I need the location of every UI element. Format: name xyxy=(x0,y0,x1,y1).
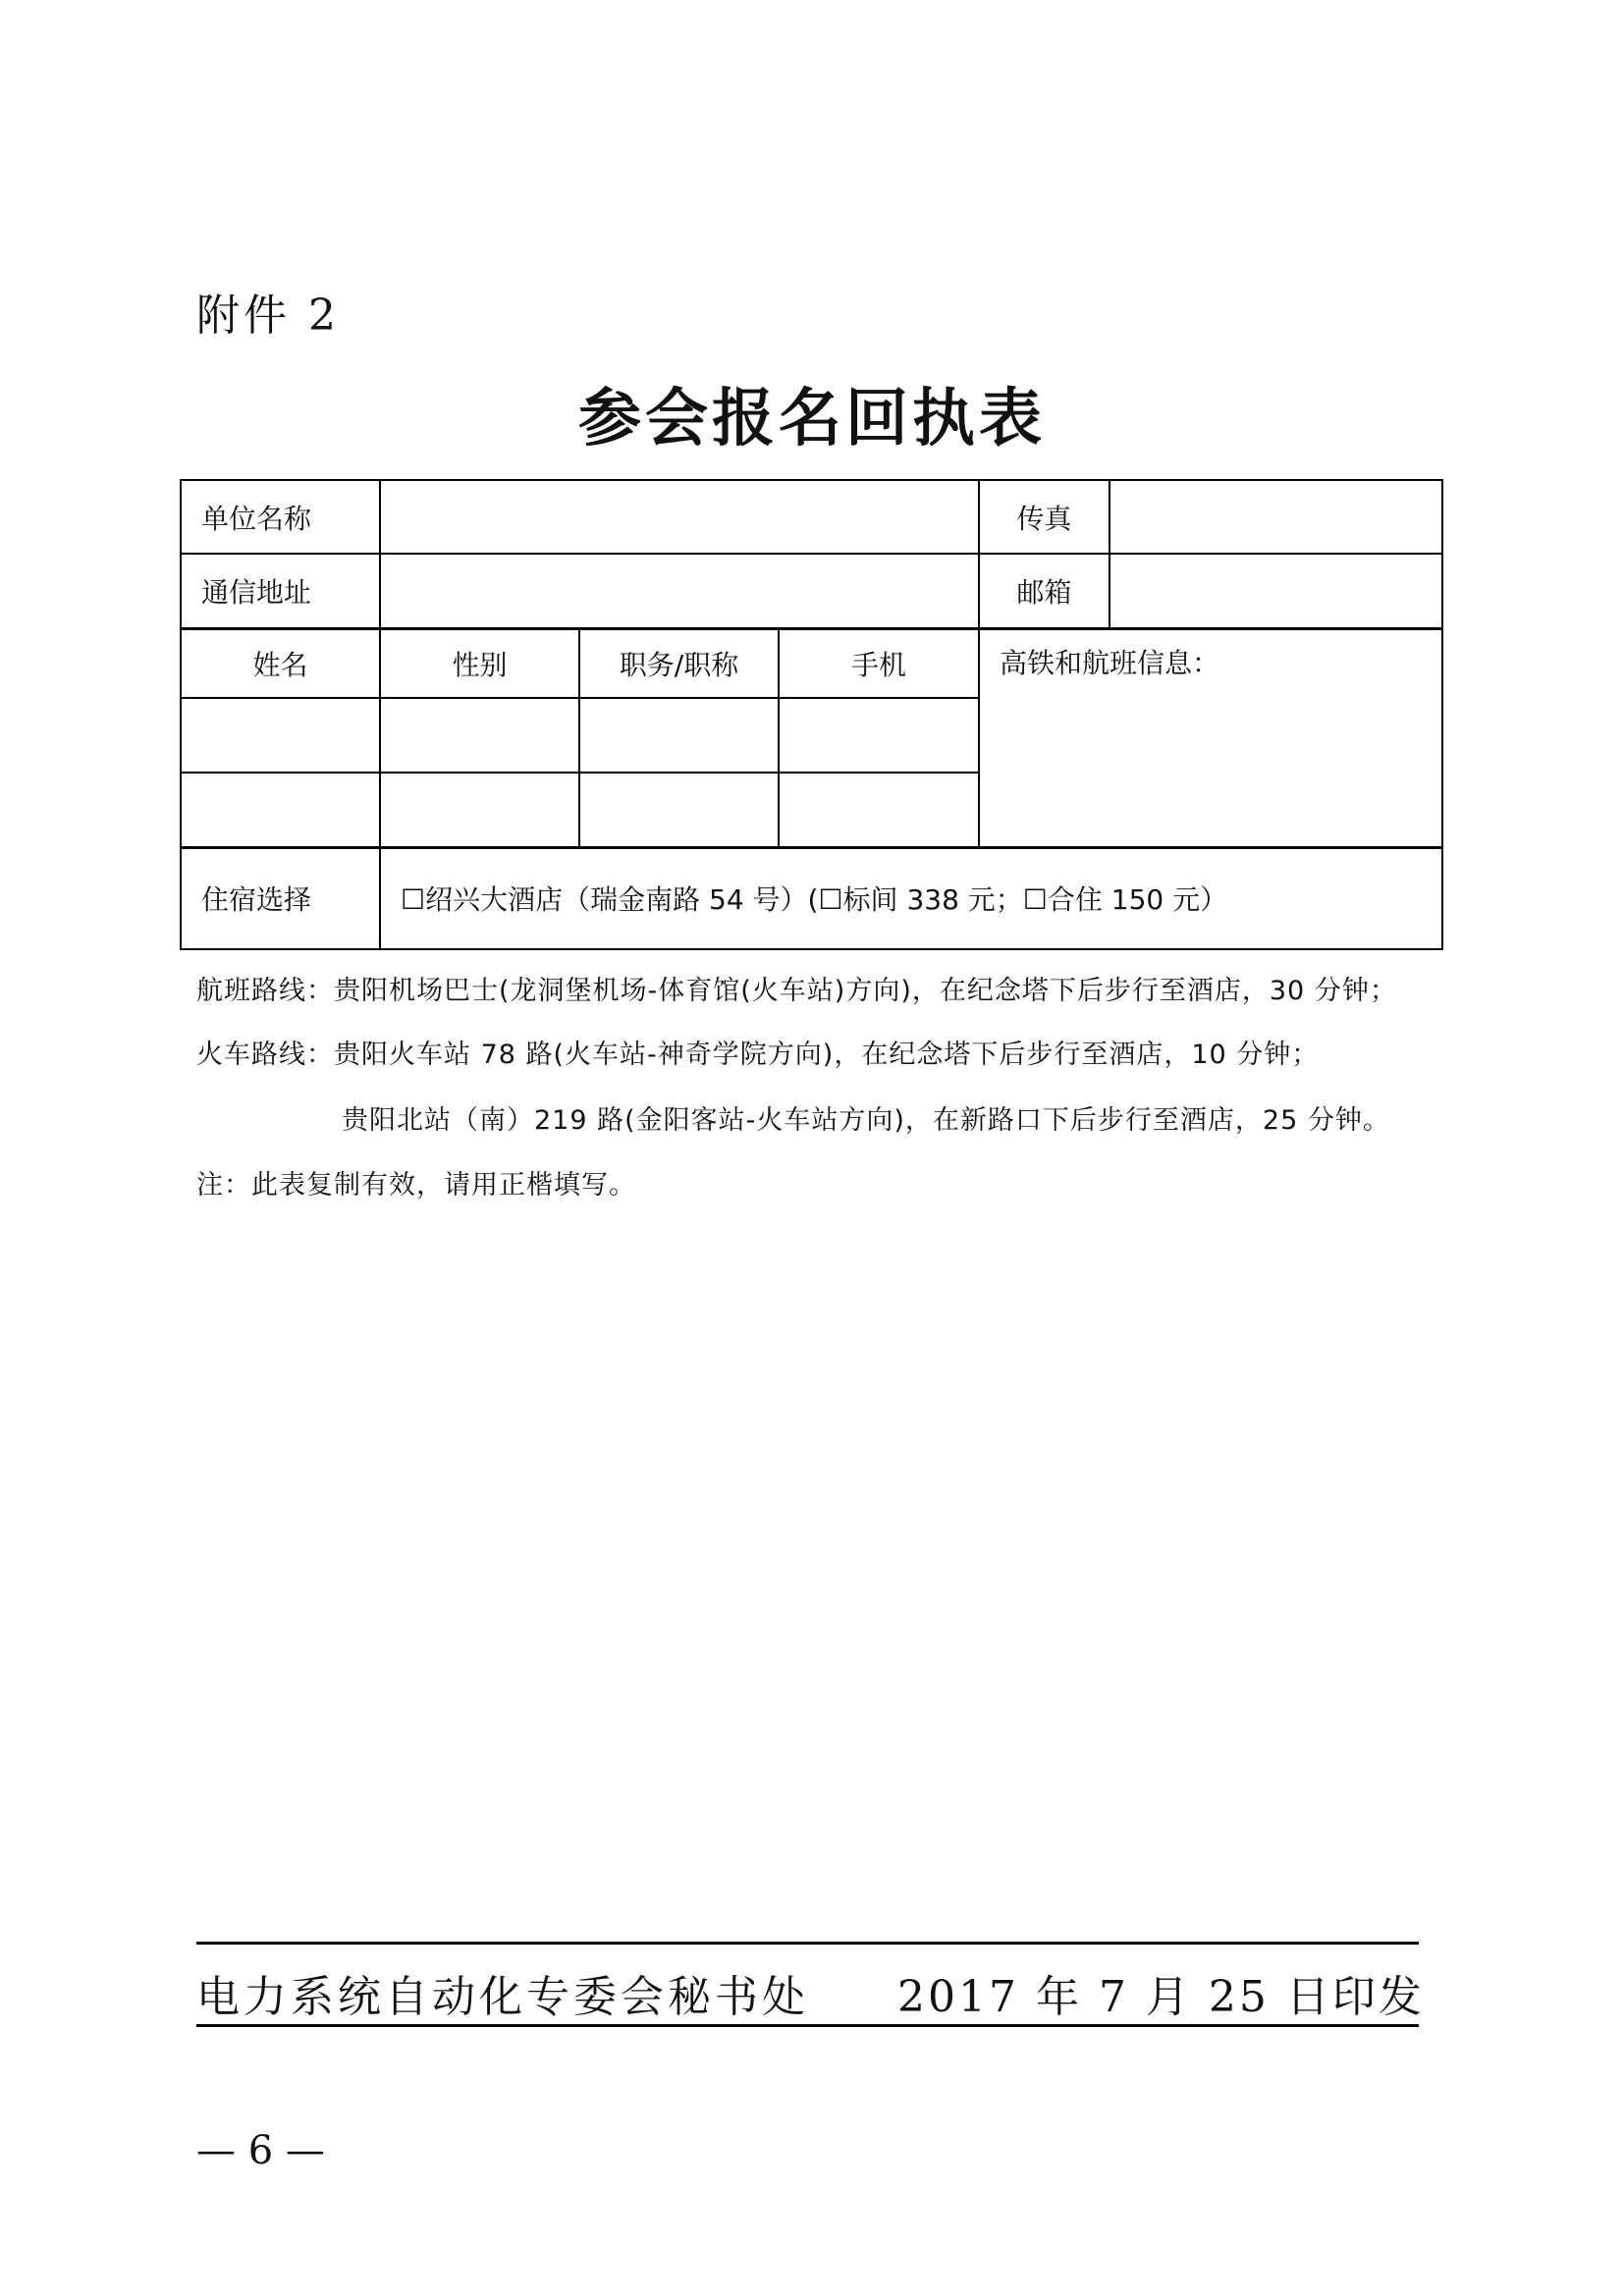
lodging-label: 住宿选择 xyxy=(181,847,380,949)
issuer-text: 电力系统自动化专委会秘书处 xyxy=(196,1972,809,2022)
org-row xyxy=(181,480,1442,554)
issue-date: 2017 年 7 月 25 日印发 xyxy=(897,1972,1425,2022)
column-header-title: 职务/职称 xyxy=(579,628,779,698)
attendee-phone-cell[interactable] xyxy=(779,698,979,773)
copy-note: 注：此表复制有效，请用正楷填写。 xyxy=(196,1170,636,1201)
fax-input-cell[interactable] xyxy=(1110,480,1442,554)
train-route-note-2: 贵阳北站（南）219 路(金阳客站-火车站方向)，在新路口下后步行至酒店，25 分钟。 xyxy=(342,1105,1390,1136)
lodging-row xyxy=(181,847,1442,949)
travel-info-label: 高铁和航班信息： xyxy=(1000,646,1220,679)
column-header-phone: 手机 xyxy=(779,628,979,698)
email-label: 邮箱 xyxy=(979,554,1110,628)
org-label: 单位名称 xyxy=(181,480,380,554)
attendee-title-cell[interactable] xyxy=(579,773,779,847)
attendee-gender-cell[interactable] xyxy=(380,773,579,847)
footer-divider-bottom xyxy=(196,2024,1419,2027)
train-route-note: 火车路线：贵阳火车站 78 路(火车站-神奇学院方向)，在纪念塔下后步行至酒店，10 分钟； xyxy=(196,1040,1320,1070)
attachment-label: 附件 2 xyxy=(196,291,340,341)
address-input-cell[interactable] xyxy=(380,554,979,628)
page-number: — 6 — xyxy=(196,2128,325,2173)
attendee-phone-cell[interactable] xyxy=(779,773,979,847)
attendee-header-row xyxy=(181,628,1442,698)
fax-label: 传真 xyxy=(979,480,1110,554)
footer-divider-top xyxy=(196,1942,1419,1945)
registration-form-table xyxy=(180,479,1443,950)
attendee-name-cell[interactable] xyxy=(181,773,380,847)
lodging-options[interactable]: ☐绍兴大酒店（瑞金南路 54 号）(☐标间 338 元；☐合住 150 元） xyxy=(380,847,1442,949)
column-header-gender: 性别 xyxy=(380,628,579,698)
attendee-gender-cell[interactable] xyxy=(380,698,579,773)
attendee-title-cell[interactable] xyxy=(579,698,779,773)
address-row xyxy=(181,554,1442,628)
email-input-cell[interactable] xyxy=(1110,554,1442,628)
address-label: 通信地址 xyxy=(181,554,380,628)
page-title: 参会报名回执表 xyxy=(578,382,1046,455)
attendee-name-cell[interactable] xyxy=(181,698,380,773)
flight-route-note: 航班路线：贵阳机场巴士(龙洞堡机场-体育馆(火车站)方向)，在纪念塔下后步行至酒店，30 分钟； xyxy=(196,976,1397,1006)
org-input-cell[interactable] xyxy=(380,480,979,554)
column-header-name: 姓名 xyxy=(181,628,380,698)
travel-info-cell[interactable] xyxy=(979,628,1442,847)
